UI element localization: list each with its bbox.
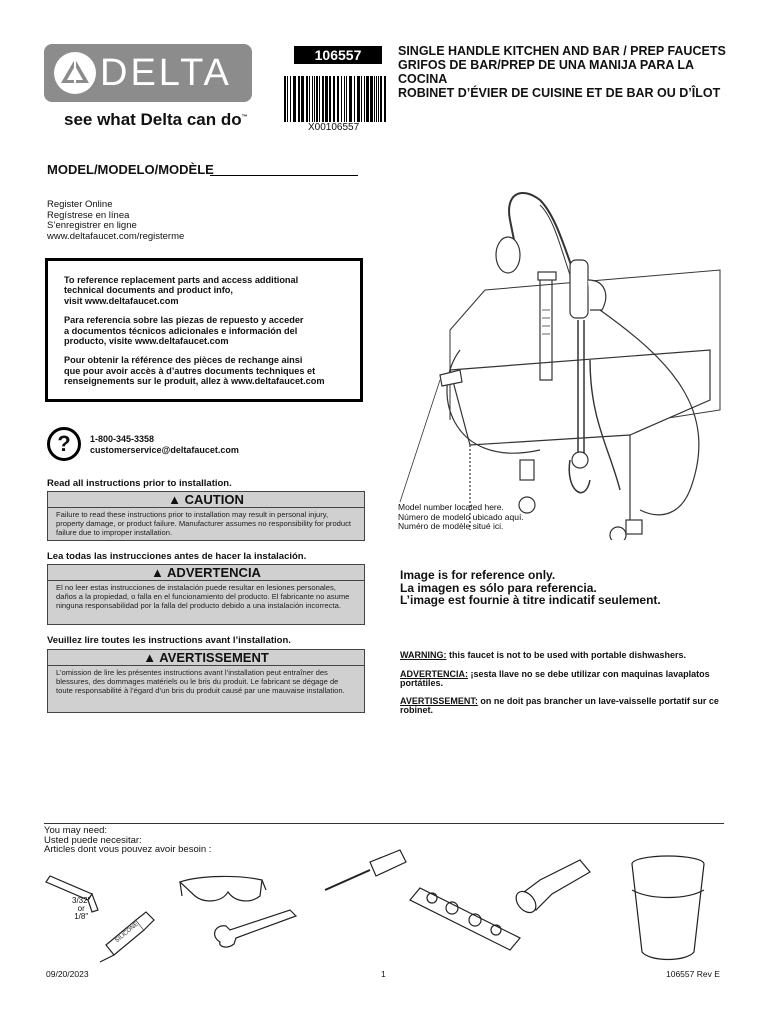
caution-box bbox=[47, 491, 365, 541]
question-mark-icon: ? bbox=[47, 427, 81, 461]
barcode-bar bbox=[380, 76, 382, 122]
avertissement-body: L’omission de lire les présentes instructions avant l’installation peut entraîner des blessures, des dommages matériels ou le bris du produit. Le fabricant se dégage de toute responsabilité à l’égard d’un bris du produit causé par une mauvaise installation. bbox=[56, 668, 345, 696]
silicone-tube-icon bbox=[100, 912, 154, 962]
barcode-bar bbox=[366, 76, 369, 122]
adjustable-wrench-icon bbox=[215, 910, 296, 947]
warning-triangle-icon: ▲ bbox=[168, 492, 182, 507]
caution-body: Failure to read these instructions prior to installation may result in personal injury, property damage, or product failure. Manufacturer assumes no responsibility for product failure due to improper installation. bbox=[56, 510, 352, 538]
barcode-bar bbox=[293, 76, 296, 122]
barcode-bar bbox=[364, 76, 365, 122]
barcode-bar bbox=[322, 76, 324, 122]
safety-glasses-icon bbox=[180, 876, 266, 900]
phone-number[interactable]: 1-800-345-3358 bbox=[90, 434, 155, 444]
tools-row bbox=[40, 840, 730, 965]
contact-info bbox=[90, 434, 239, 456]
reference-box bbox=[45, 258, 363, 402]
barcode-bar bbox=[284, 76, 286, 122]
warning-triangle-icon: ▲ bbox=[151, 565, 164, 580]
dishwasher-warnings bbox=[400, 651, 730, 725]
image-reference-note: Image is for reference only. La imagen es sólo para referencia. L’image est fournie à titre indicatif seulement. bbox=[400, 568, 661, 607]
hex-key-sizes: 3/32" or 1/8" bbox=[72, 896, 91, 921]
title-line: COCINA bbox=[398, 72, 448, 86]
title-line: SINGLE HANDLE KITCHEN AND BAR / PREP FAUCETS bbox=[398, 44, 726, 58]
advertencia-box bbox=[47, 564, 365, 625]
avertissement-heading: ▲ AVERTISSEMENT bbox=[48, 650, 364, 666]
barcode-bar bbox=[354, 76, 355, 122]
register-url[interactable]: www.deltafaucet.com/registerme bbox=[47, 230, 185, 242]
page-number: 1 bbox=[381, 969, 386, 979]
barcode-bar bbox=[301, 76, 304, 122]
title-line: ROBINET D’ÉVIER DE CUISINE ET DE BAR OU D’ÎLOT bbox=[398, 86, 721, 100]
warning-spanish: ADVERTENCIA: ¡sesta llave no se debe utilizar con maquinas lavaplatos portátiles. bbox=[400, 668, 710, 688]
part-number: 106557 bbox=[294, 46, 382, 64]
brand-tagline: see what Delta can do™ bbox=[64, 110, 248, 129]
barcode-bar bbox=[298, 76, 300, 122]
barcode-bar bbox=[378, 76, 379, 122]
barcode-bar bbox=[287, 76, 288, 122]
register-line: S’enregistrer en ligne bbox=[47, 220, 137, 231]
barcode-bar bbox=[376, 76, 377, 122]
warning-english: WARNING: this faucet is not to be used with portable dishwashers. bbox=[400, 650, 687, 660]
barcode-bar bbox=[346, 76, 347, 122]
bucket-icon bbox=[632, 856, 704, 960]
barcode-bar bbox=[309, 76, 310, 122]
reference-spanish: Para referencia sobre las piezas de repuesto y acceder a documentos técnicos adicionales e información del producto, visite www.deltafaucet.com bbox=[64, 315, 304, 347]
flashlight-icon bbox=[512, 860, 590, 916]
delta-logo-icon bbox=[54, 52, 96, 94]
barcode-bar bbox=[314, 76, 315, 122]
model-location-note: Model number located here. Número de modelo ubicado aquí. Numéro de modèle situé ici. bbox=[398, 502, 524, 532]
footer-revision: 106557 Rev E bbox=[666, 969, 720, 979]
barcode-bar bbox=[316, 76, 318, 122]
reference-english: To reference replacement parts and access additional technical documents and product info, visit www.deltafaucet.com bbox=[64, 275, 299, 306]
barcode-bar bbox=[312, 76, 313, 122]
section-divider bbox=[44, 823, 724, 824]
caution-heading: ▲ CAUTION bbox=[48, 492, 364, 508]
screwdriver-icon bbox=[325, 850, 406, 890]
register-line: Register Online bbox=[47, 199, 113, 210]
barcode-number: X00106557 bbox=[308, 122, 360, 133]
barcode-bar bbox=[341, 76, 342, 122]
register-line: Regístrese en línea bbox=[47, 209, 130, 221]
barcode-bar bbox=[349, 76, 352, 122]
barcode-bar bbox=[374, 76, 375, 122]
reference-french: Pour obtenir la référence des pièces de rechange ainsi que pour avoir accès à d’autres documents techniques et renseignements sur le produit, allez à www.deltafaucet.com bbox=[64, 355, 325, 387]
barcode-bar bbox=[370, 76, 373, 122]
barcode-bar bbox=[306, 76, 308, 122]
footer-date: 09/20/2023 bbox=[46, 969, 89, 979]
barcode-bar bbox=[384, 76, 386, 122]
advertencia-body: El no leer estas instrucciones de instalación puede resultar en lesiones personales, daños a la propiedad, o falla en el funcionamiento del producto. El fabricante no asume ninguna responsabilidad por la falla del producto debido a una instalación incorrecta. bbox=[56, 583, 350, 611]
barcode-bar bbox=[329, 76, 331, 122]
warning-french: AVERTISSEMENT: on ne doit pas brancher un lave-vaisselle portatif sur ce robinet. bbox=[400, 696, 719, 716]
avertissement-box bbox=[47, 649, 365, 713]
avertissement-lead: Veuillez lire toutes les instructions avant l’installation. bbox=[47, 635, 291, 646]
caution-lead: Read all instructions prior to installation. bbox=[47, 478, 232, 489]
title-line: GRIFOS DE BAR/PREP DE UNA MANIJA PARA LA bbox=[398, 58, 695, 72]
faucet-illustration bbox=[390, 160, 730, 540]
barcode-bar bbox=[290, 76, 291, 122]
brand-name: DELTA bbox=[100, 52, 232, 94]
barcode-bar bbox=[344, 76, 345, 122]
barcode-bar bbox=[361, 76, 362, 122]
model-label: MODEL/MODELO/MODÈLE bbox=[47, 162, 214, 177]
register-info bbox=[47, 200, 184, 242]
email-address[interactable]: customerservice@deltafaucet.com bbox=[90, 445, 239, 455]
deck-plate-icon bbox=[410, 888, 520, 950]
svg-text:SILICONE: SILICONE bbox=[114, 921, 140, 945]
barcode bbox=[284, 76, 388, 122]
barcode-bar bbox=[325, 76, 328, 122]
advertencia-heading: ▲ ADVERTENCIA bbox=[48, 565, 364, 581]
barcode-bar bbox=[337, 76, 339, 122]
barcode-bar bbox=[319, 76, 320, 122]
model-blank-line bbox=[210, 175, 358, 176]
you-may-need-heading: You may need: Usted puede necesitar: Articles dont vous pouvez avoir besoin : bbox=[44, 825, 212, 855]
advertencia-lead: Lea todas las instrucciones antes de hacer la instalación. bbox=[47, 551, 307, 562]
product-title bbox=[398, 44, 728, 100]
warning-triangle-icon: ▲ bbox=[143, 650, 157, 665]
barcode-bar bbox=[357, 76, 360, 122]
barcode-bar bbox=[333, 76, 335, 122]
